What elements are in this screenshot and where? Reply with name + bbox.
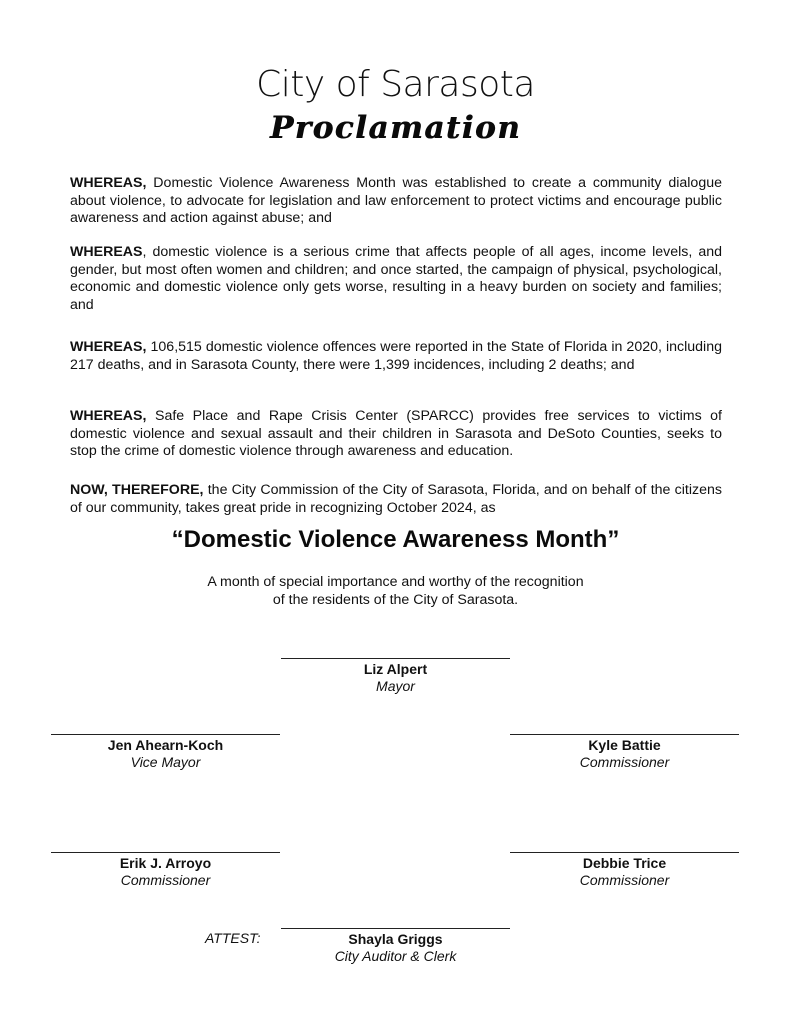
signature-clerk <box>281 928 510 965</box>
paragraph-text: , domestic violence is a serious crime that affects people of all ages, income levels, and gender, but most often women and children; and once started, the campaign of physical, psychological, economic and domestic violence only gets worse, resulting in a heavy burden on society and families; and <box>70 244 722 313</box>
recognition-title: “Domestic Violence Awareness Month” <box>171 526 620 553</box>
paragraph-lead: WHEREAS, <box>70 339 147 355</box>
paragraph-lead: WHEREAS <box>70 244 143 260</box>
city-title: City of Sarasota <box>256 64 535 105</box>
whereas-paragraph-1 <box>70 175 722 228</box>
paragraph-text: Safe Place and Rape Crisis Center (SPARCC) provides free services to victims of domestic violence and sexual assault and their children in Sarasota and DeSoto Counties, seeks to stop the crime of domestic violence through awareness and education. <box>70 408 722 459</box>
signature-commissioner-trice <box>510 852 739 889</box>
signer-role: City Auditor & Clerk <box>334 948 457 964</box>
now-therefore-paragraph <box>70 482 722 517</box>
signature-mayor <box>281 658 510 695</box>
paragraph-lead: NOW, THEREFORE, <box>70 482 204 498</box>
signer-role: Vice Mayor <box>130 754 201 770</box>
recognition-line-2: of the residents of the City of Sarasota. <box>272 591 519 608</box>
signer-role: Commissioner <box>579 754 670 770</box>
paragraph-text: Domestic Violence Awareness Month was established to create a community dialogue about violence, to advocate for legislation and law enforcement to protect victims and encourage public awareness and action against abuse; and <box>70 175 722 226</box>
signer-role: Mayor <box>376 678 415 694</box>
signer-name: Liz Alpert <box>363 661 428 677</box>
whereas-paragraph-3 <box>70 339 722 374</box>
signer-role: Commissioner <box>579 872 670 888</box>
recognition-subtitle <box>0 574 791 609</box>
paragraph-text: the City Commission of the City of Sarasota, Florida, and on behalf of the citizens of our community, takes great pride in recognizing October 2024, as <box>70 482 722 516</box>
paragraph-lead: WHEREAS, <box>70 408 147 424</box>
proclamation-title: Proclamation <box>269 110 522 146</box>
whereas-paragraph-2 <box>70 244 722 314</box>
signer-name: Jen Ahearn-Koch <box>107 737 224 753</box>
whereas-paragraph-4 <box>70 408 722 461</box>
signer-name: Debbie Trice <box>582 855 667 871</box>
signature-vice-mayor <box>51 734 280 771</box>
paragraph-lead: WHEREAS, <box>70 175 147 191</box>
signer-name: Shayla Griggs <box>348 931 443 947</box>
paragraph-text: 106,515 domestic violence offences were reported in the State of Florida in 2020, including 217 deaths, and in Sarasota County, there were 1,399 incidences, including 2 deaths; and <box>70 339 722 373</box>
signer-name: Kyle Battie <box>588 737 661 753</box>
recognition-line-1: A month of special importance and worthy of the recognition <box>207 574 584 590</box>
signature-commissioner-battie <box>510 734 739 771</box>
signer-role: Commissioner <box>120 872 211 888</box>
signer-name: Erik J. Arroyo <box>119 855 212 871</box>
attest-label: ATTEST: <box>205 930 261 946</box>
signature-commissioner-arroyo <box>51 852 280 889</box>
